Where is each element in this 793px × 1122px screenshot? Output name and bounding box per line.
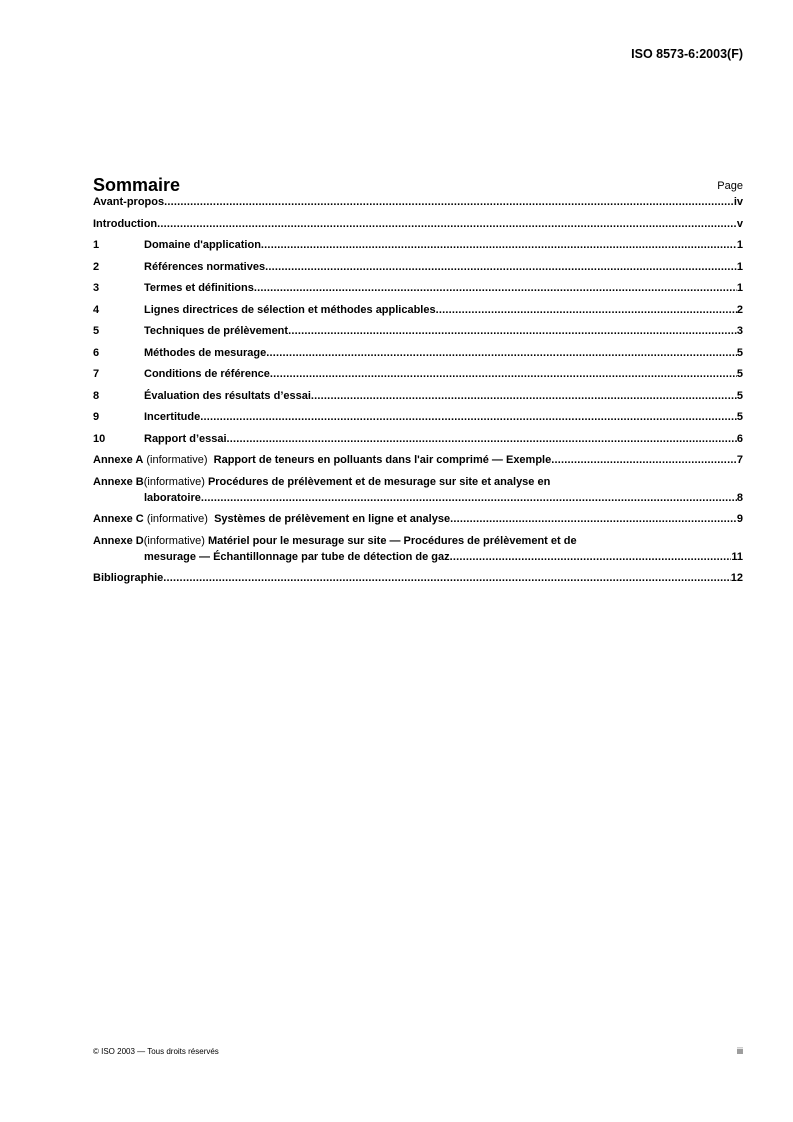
toc-annex-qualifier: (informative)	[146, 513, 208, 525]
toc-entry[interactable]	[93, 259, 743, 275]
toc-line	[93, 323, 743, 339]
toc-entry-title: Rapport de teneurs en polluants dans l'air comprimé — Exemple	[213, 454, 552, 466]
toc-page-number: 12	[730, 572, 743, 584]
toc-annex-label: Annexe C	[93, 513, 144, 525]
dot-leader	[266, 345, 737, 361]
dot-leader	[450, 511, 737, 527]
toc-entry-title: Termes et définitions	[144, 282, 254, 294]
dot-leader	[551, 452, 737, 468]
dot-leader	[436, 302, 737, 318]
toc-line	[93, 280, 743, 296]
toc-annex-label: Annexe D	[93, 534, 144, 547]
toc-entry-title: Avant-propos	[93, 196, 165, 208]
toc-section-number: 9	[93, 411, 100, 423]
toc-entry-title: Lignes directrices de sélection et méthodes applicables	[144, 303, 436, 316]
dot-leader	[288, 323, 737, 339]
toc-line	[93, 366, 743, 382]
toc-entry-title: Domaine d'application	[144, 239, 261, 251]
dot-leader	[227, 431, 737, 447]
toc-page-number: 5	[736, 368, 743, 380]
table-of-contents	[93, 194, 743, 592]
toc-entry-title: Incertitude	[144, 411, 201, 423]
toc-line	[93, 345, 743, 361]
toc-page-number: v	[736, 217, 743, 230]
toc-section-number: 1	[93, 239, 100, 251]
toc-entry[interactable]	[93, 511, 743, 527]
toc-section-number: 3	[93, 282, 100, 294]
toc-entry-title: Systèmes de prélèvement en ligne et analyse	[214, 513, 451, 525]
toc-page-number: 11	[731, 550, 743, 563]
page-column-label: Page	[717, 180, 743, 192]
toc-line	[93, 431, 743, 447]
toc-page-number: 2	[736, 303, 743, 316]
dot-leader	[164, 194, 734, 210]
toc-page-number: 5	[736, 346, 743, 359]
toc-entry-title: Bibliographie	[93, 572, 164, 584]
toc-annex-label: Annexe B	[93, 475, 144, 488]
toc-annex-qualifier: (informative)	[146, 454, 208, 466]
dot-leader	[201, 490, 737, 506]
toc-entry-title: Techniques de prélèvement	[144, 325, 289, 337]
toc-line	[93, 388, 743, 404]
toc-entry[interactable]	[93, 194, 743, 210]
toc-section-number: 6	[93, 346, 100, 359]
toc-entry[interactable]	[93, 409, 743, 425]
toc-section-number: 7	[93, 368, 100, 380]
dot-leader	[450, 549, 732, 565]
toc-line	[93, 452, 743, 468]
footer-copyright: © ISO 2003 — Tous droits réservés	[93, 1047, 219, 1056]
toc-entry-title: Rapport d’essai	[144, 432, 227, 445]
toc-line	[93, 409, 743, 425]
toc-page-number: 5	[736, 411, 743, 423]
toc-section-number: 8	[93, 389, 100, 402]
dot-leader	[200, 409, 737, 425]
toc-entry[interactable]	[93, 533, 743, 565]
toc-entry[interactable]	[93, 452, 743, 468]
dot-leader	[270, 366, 737, 382]
toc-section-number: 4	[93, 303, 100, 316]
toc-page-number: iv	[733, 196, 743, 208]
toc-entry[interactable]	[93, 388, 743, 404]
toc-entry-title: Procédures de prélèvement et de mesurage sur site et analyse en	[207, 475, 551, 488]
dot-leader	[254, 280, 737, 296]
toc-annex-qualifier: (informative)	[143, 534, 205, 547]
toc-page-number: 6	[736, 432, 743, 445]
toc-entry[interactable]	[93, 216, 743, 232]
dot-leader	[157, 216, 737, 232]
toc-page-number: 9	[736, 513, 743, 525]
toc-entry[interactable]	[93, 570, 743, 586]
toc-section-number: 2	[93, 260, 100, 273]
toc-entry-title-continued: laboratoire	[144, 491, 201, 504]
toc-section-number: 10	[93, 432, 106, 445]
toc-entry-title-continued: mesurage — Échantillonnage par tube de détection de gaz	[144, 550, 450, 563]
toc-entry[interactable]	[93, 237, 743, 253]
toc-line	[93, 216, 743, 232]
dot-leader	[265, 259, 737, 275]
toc-line	[93, 570, 743, 586]
toc-entry-title: Conditions de référence	[144, 368, 270, 380]
toc-line	[93, 474, 743, 490]
toc-page-number: 7	[736, 454, 743, 466]
toc-entry-title: Matériel pour le mesurage sur site — Procédures de prélèvement et de	[207, 534, 577, 547]
toc-page-number: 8	[736, 491, 743, 504]
toc-entry[interactable]	[93, 431, 743, 447]
toc-entry-title: Références normatives	[144, 260, 266, 273]
dot-leader	[311, 388, 737, 404]
toc-line	[93, 533, 743, 549]
toc-annex-qualifier: (informative)	[143, 475, 205, 488]
toc-entry[interactable]	[93, 323, 743, 339]
toc-line	[93, 511, 743, 527]
toc-line	[93, 237, 743, 253]
toc-page-number: 1	[736, 239, 743, 251]
toc-section-number: 5	[93, 325, 100, 337]
page-title: Sommaire	[93, 175, 181, 195]
dot-leader	[261, 237, 737, 253]
toc-line	[93, 194, 743, 210]
dot-leader	[163, 570, 730, 586]
toc-entry[interactable]	[93, 345, 743, 361]
toc-line	[93, 302, 743, 318]
toc-entry-title: Introduction	[93, 217, 158, 230]
toc-entry[interactable]	[93, 366, 743, 382]
toc-annex-label: Annexe A	[93, 454, 144, 466]
toc-entry[interactable]	[93, 474, 743, 506]
toc-page-number: 5	[736, 389, 743, 402]
footer-page-number: iii	[737, 1046, 743, 1056]
document-id-header: ISO 8573-6:2003(F)	[631, 47, 743, 61]
toc-entry-title: Méthodes de mesurage	[144, 346, 267, 359]
toc-entry[interactable]	[93, 280, 743, 296]
toc-line	[93, 259, 743, 275]
toc-entry-title: Évaluation des résultats d’essai	[144, 389, 311, 402]
toc-line	[93, 549, 743, 565]
toc-page-number: 1	[736, 282, 743, 294]
toc-page-number: 3	[736, 325, 743, 337]
toc-page-number: 1	[736, 260, 743, 273]
toc-entry[interactable]	[93, 302, 743, 318]
toc-line	[93, 490, 743, 506]
